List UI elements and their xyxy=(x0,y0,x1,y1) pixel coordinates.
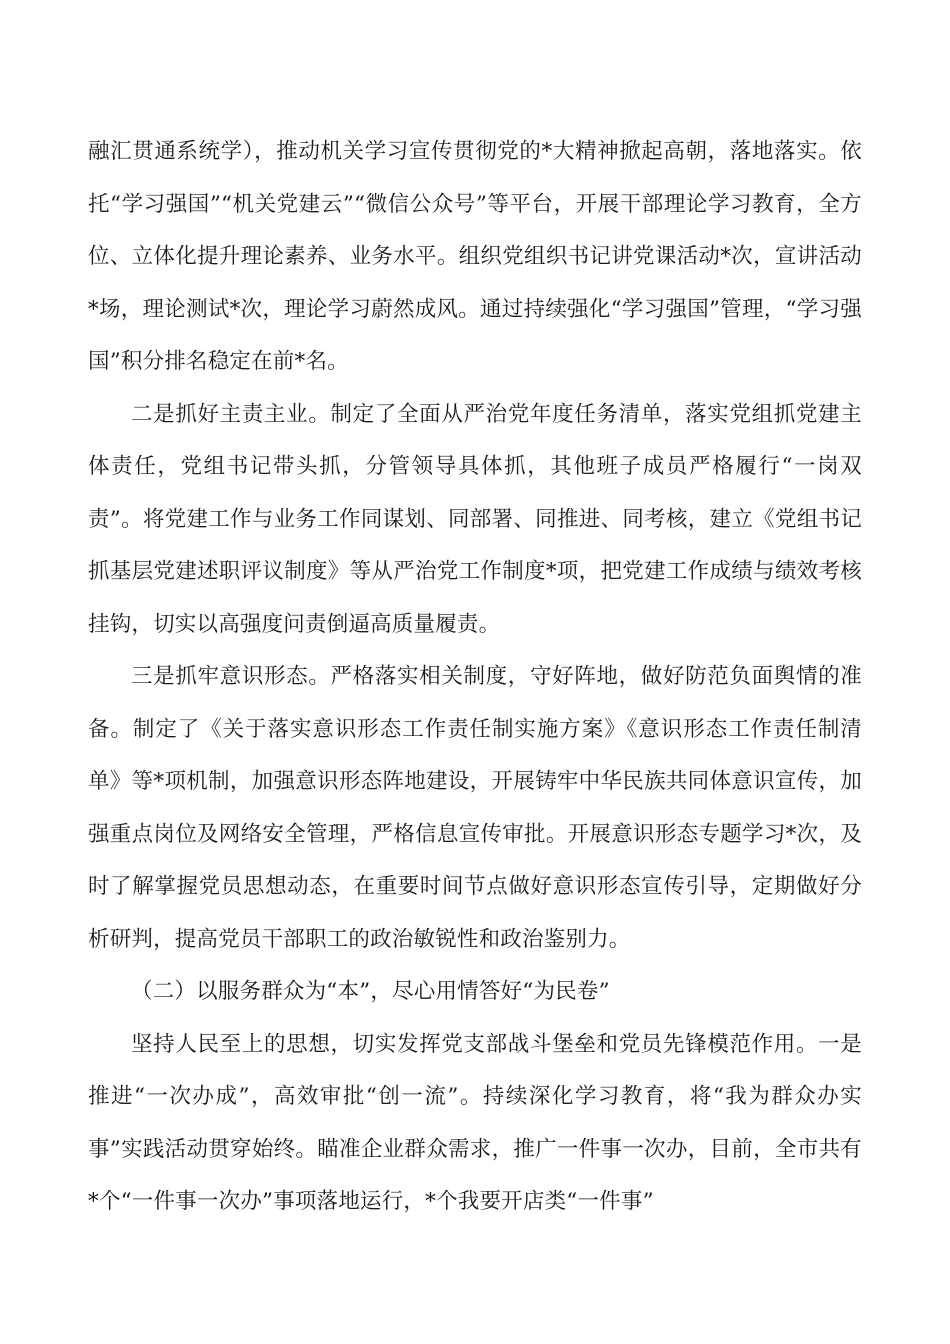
section-heading: （二）以服务群众为“本”，尽心用情答好“为民卷” xyxy=(131,979,610,1004)
paragraph-study: 融汇贯通系统学），推动机关学习宣传贯彻党的*大精神掀起高朝，落地落实。依托“学习强国”“机关党建云”“微信公众号”等平台，开展干部理论学习教育，全方位、立体化提升理论素养、业务水平。组织党组织书记讲党课活动*次，宣讲活动*场，理论测试*次，理论学习蔚然成风。通过持续强化“学习强国”管理，“学习强国”积分排名稳定在前*名。 xyxy=(88,139,862,374)
document-body xyxy=(88,126,862,1229)
paragraph-main-responsibility: 二是抓好主责主业。制定了全面从严治党年度任务清单，落实党组抓党建主体责任，党组书记带头抓，分管领导具体抓，其他班子成员严格履行“一岗双责”。将党建工作与业务工作同谋划、同部署、同推进、同考核，建立《党组书记抓基层党建述职评议制度》等从严治党工作制度*项，把党建工作成绩与绩效考核挂钩，切实以高强度问责倒逼高质量履责。 xyxy=(88,401,862,637)
paragraph-serve-masses: 坚持人民至上的思想，切实发挥党支部战斗堡垒和党员先锋模范作用。一是推进“一次办成”，高效审批“创一流”。持续深化学习教育，将“我为群众办实事”实践活动贯穿始终。瞄准企业群众需求，推广一件事一次办，目前，全市共有*个“一件事一次办”事项落地运行，*个我要开店类“一件事” xyxy=(88,1031,862,1214)
paragraph-ideology: 三是抓牢意识形态。严格落实相关制度，守好阵地，做好防范负面舆情的准备。制定了《关于落实意识形态工作责任制实施方案》《意识形态工作责任制清单》等*项机制，加强意识形态阵地建设，开展铸牢中华民族共同体意识宣传，加强重点岗位及网络安全管理，严格信息宣传审批。开展意识形态专题学习*次，及时了解掌握党员思想动态，在重要时间节点做好意识形态宣传引导，定期做好分析研判，提高党员干部职工的政治敏锐性和政治鉴别力。 xyxy=(88,664,862,952)
